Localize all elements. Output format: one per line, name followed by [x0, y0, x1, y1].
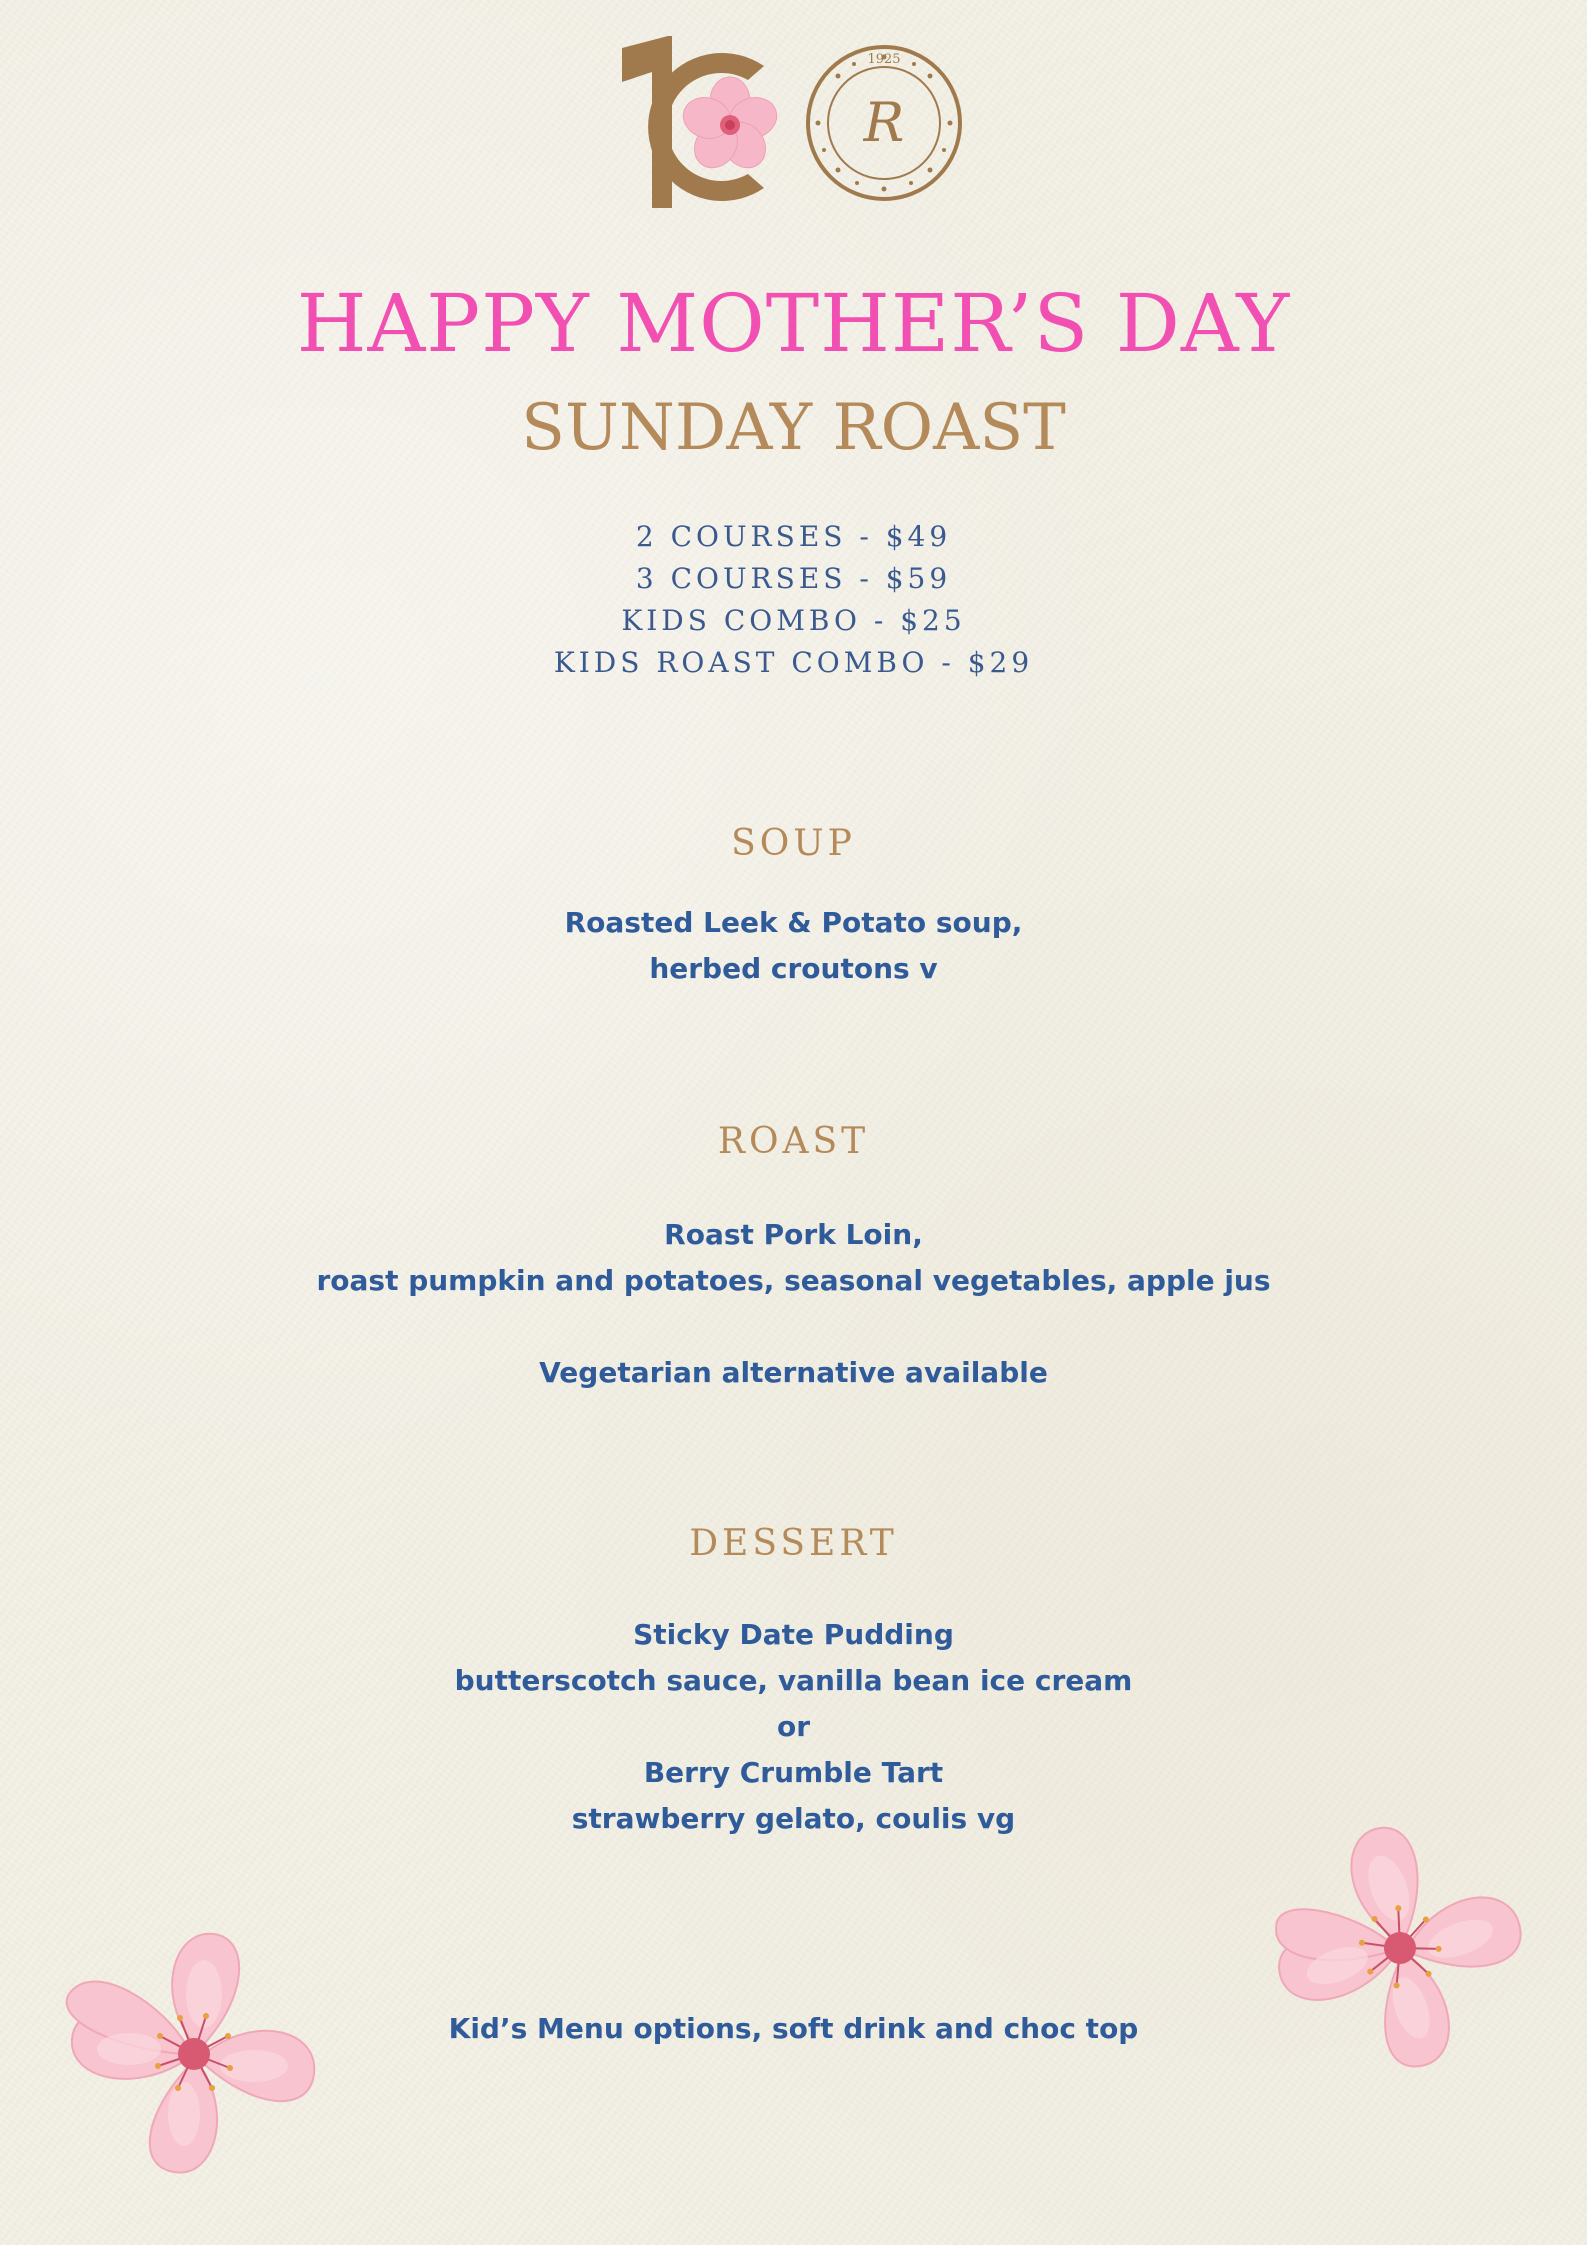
- page-subtitle: SUNDAY ROAST: [521, 391, 1066, 465]
- section-heading-dessert: DESSERT: [689, 1523, 898, 1564]
- price-line: 2 COURSES - $49: [635, 520, 952, 553]
- section-heading-soup: SOUP: [731, 823, 856, 864]
- anniversary-100-logo: [612, 28, 964, 218]
- price-line: KIDS COMBO - $25: [621, 604, 966, 637]
- menu-line: strawberry gelato, coulis vg: [571, 1802, 1016, 1835]
- kids-menu-note: Kid’s Menu options, soft drink and choc top: [448, 2012, 1139, 2045]
- menu-line: herbed croutons v: [649, 952, 938, 985]
- menu-line: Berry Crumble Tart: [643, 1756, 944, 1789]
- price-line: 3 COURSES - $59: [635, 562, 952, 595]
- price-line: KIDS ROAST COMBO - $29: [553, 646, 1034, 679]
- roast-items: [0, 1212, 1587, 1304]
- cherry-blossom-icon: [1270, 1808, 1540, 2088]
- menu-line: or: [776, 1710, 811, 1743]
- page-title: HAPPY MOTHER’S DAY: [296, 277, 1291, 370]
- soup-items: [0, 900, 1587, 992]
- pricing-list: [0, 516, 1587, 684]
- logo-monogram: R: [863, 91, 905, 154]
- vegetarian-note: Vegetarian alternative available: [539, 1356, 1048, 1389]
- menu-line: Roasted Leek & Potato soup,: [564, 906, 1023, 939]
- section-heading-roast: ROAST: [717, 1121, 870, 1162]
- menu-line: Sticky Date Pudding: [633, 1618, 954, 1651]
- menu-line: roast pumpkin and potatoes, seasonal vegetables, apple jus: [316, 1264, 1271, 1297]
- cherry-blossom-icon: [44, 1914, 344, 2184]
- logo-year: 1925: [867, 52, 901, 67]
- menu-line: Roast Pork Loin,: [664, 1218, 923, 1251]
- menu-line: butterscotch sauce, vanilla bean ice cream: [454, 1664, 1133, 1697]
